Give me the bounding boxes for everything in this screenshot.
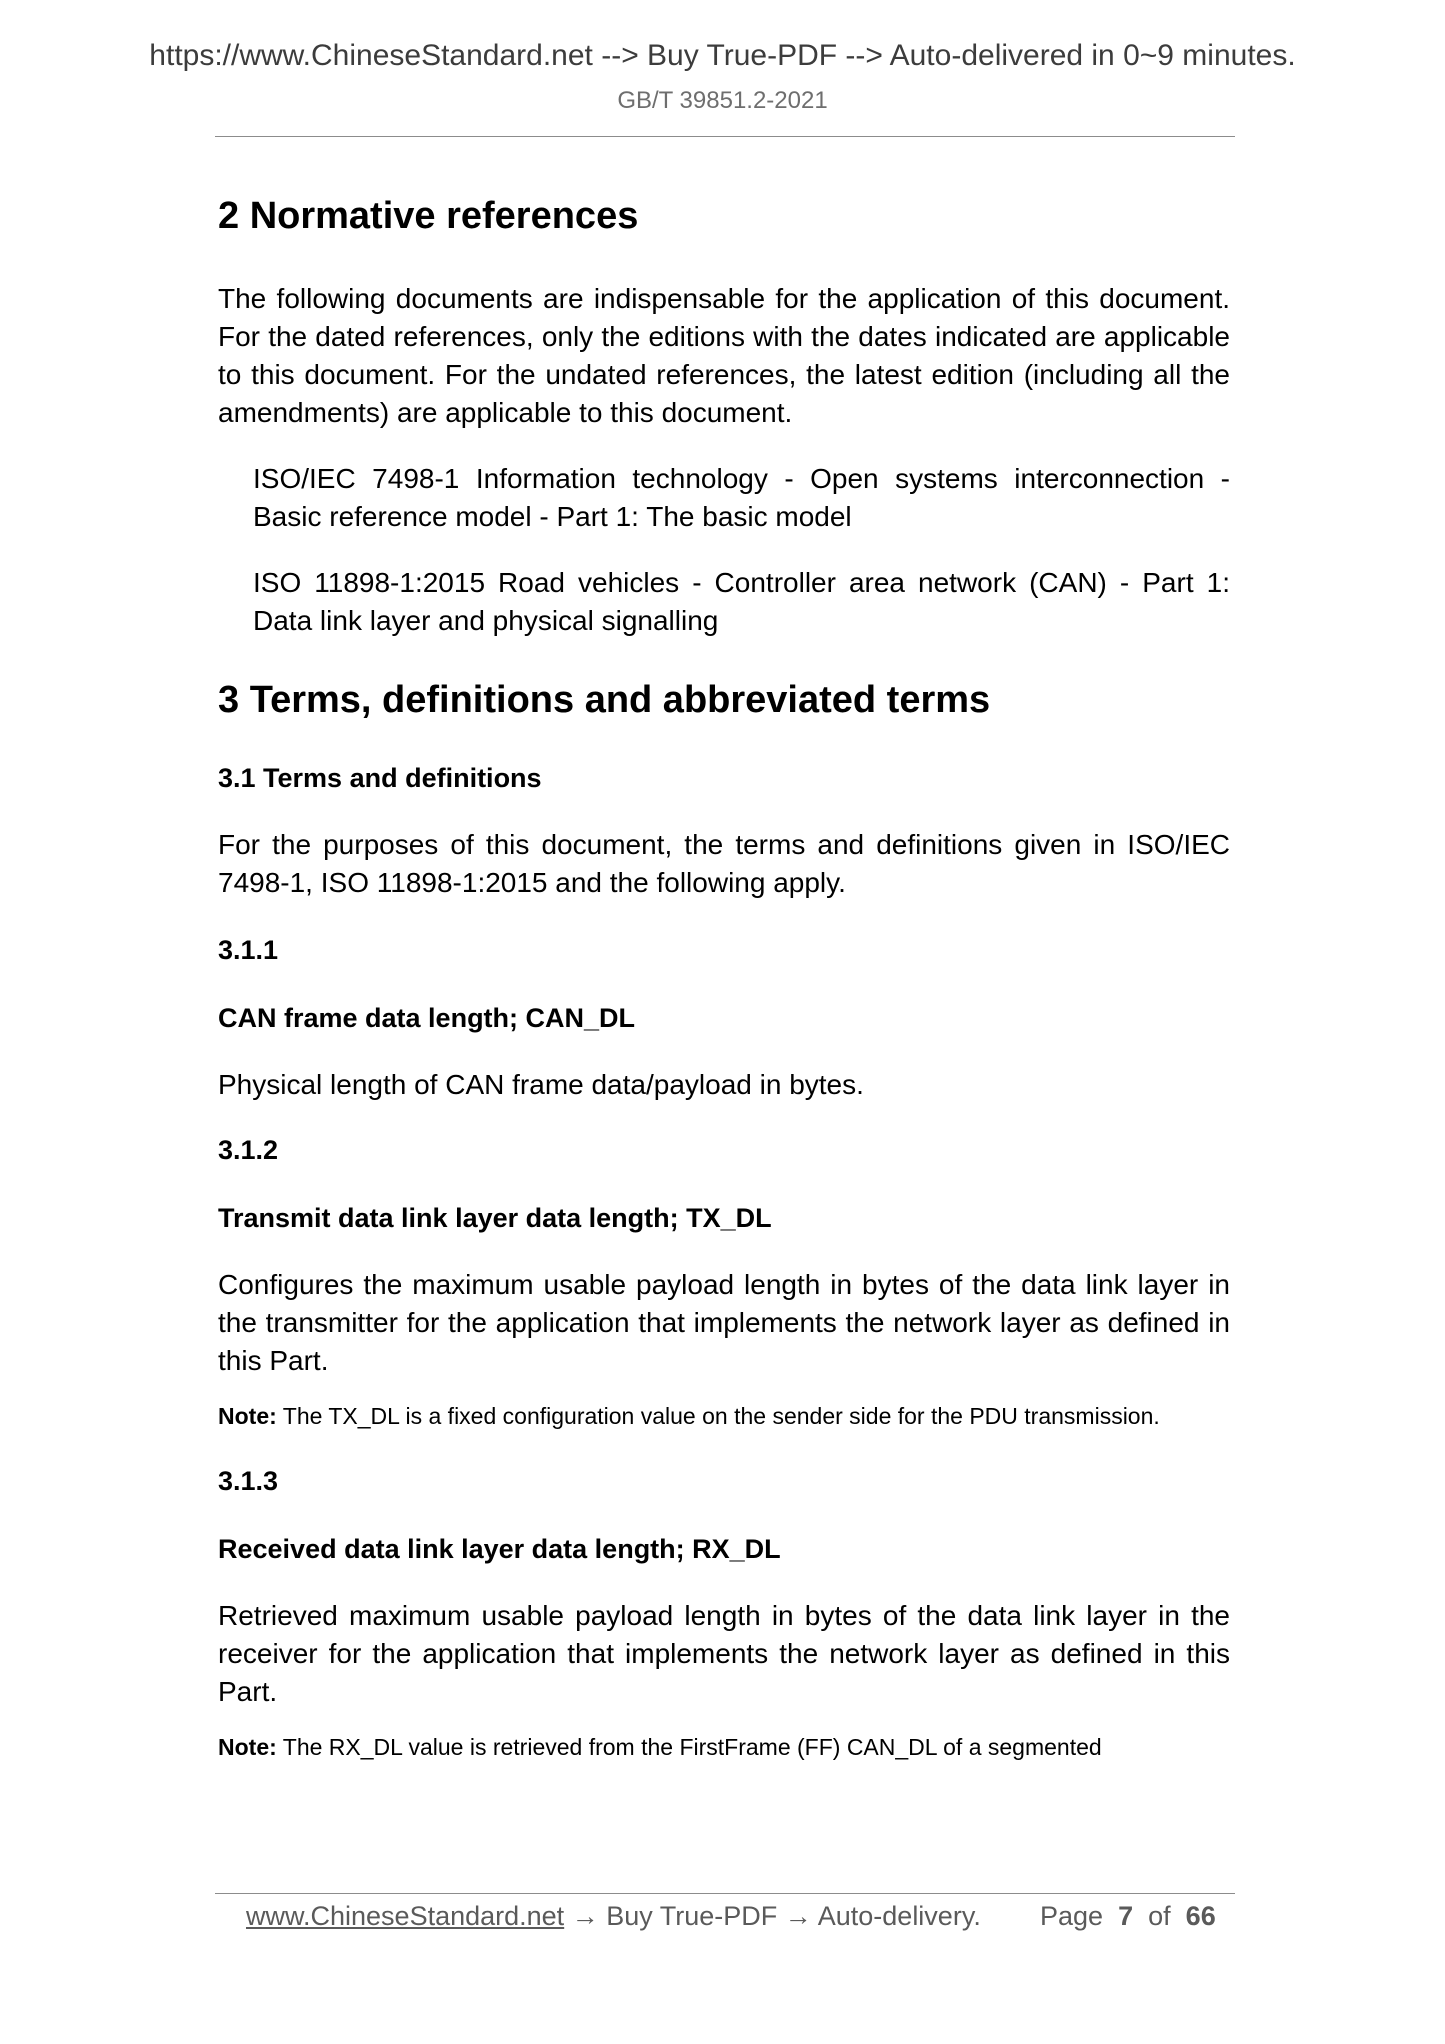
reference-item: ISO 11898-1:2015 Road vehicles - Controller area network (CAN) - Part 1: Data link layer and physical signalling xyxy=(253,567,1230,636)
note-text: The TX_DL is a fixed configuration value on the sender side for the PDU transmission. xyxy=(282,1403,1160,1429)
page-label: Page xyxy=(1040,1901,1104,1931)
subsection-3-1-intro: For the purposes of this document, the terms and definitions given in ISO/IEC 7498-1, ISO 11898-1:2015 and the following apply. xyxy=(218,829,1230,898)
section-2-heading: 2 Normative references xyxy=(218,195,639,237)
footer-promo-text: → Buy True-PDF → Auto-delivery. xyxy=(564,1901,981,1931)
footer-promo xyxy=(246,1896,981,1936)
footer-divider xyxy=(215,1893,1235,1894)
term-definition: Retrieved maximum usable payload length in bytes of the data link layer in the receiver for the application that implements the network layer as defined in this Part. xyxy=(218,1600,1230,1707)
page-content xyxy=(218,192,1230,1766)
section-3-heading: 3 Terms, definitions and abbreviated terms xyxy=(218,679,991,721)
term-number: 3.1.2 xyxy=(218,1135,279,1165)
term-name: Transmit data link layer data length; TX_DL xyxy=(218,1203,772,1233)
reference-item: ISO/IEC 7498-1 Information technology - Open systems interconnection - Basic reference model - Part 1: The basic model xyxy=(253,463,1230,532)
page-indicator xyxy=(1040,1896,1216,1936)
term-name: Received data link layer data length; RX_DL xyxy=(218,1534,781,1564)
footer-link[interactable]: www.ChineseStandard.net xyxy=(246,1901,565,1931)
page-total: 66 xyxy=(1185,1901,1216,1931)
page-number: 7 xyxy=(1118,1901,1134,1931)
note-label: Note: xyxy=(218,1734,277,1760)
subsection-3-1-heading: 3.1 Terms and definitions xyxy=(218,763,542,793)
note-text: The RX_DL value is retrieved from the FirstFrame (FF) CAN_DL of a segmented xyxy=(282,1734,1102,1760)
standard-code: GB/T 39851.2-2021 xyxy=(617,87,828,114)
term-number: 3.1.3 xyxy=(218,1466,279,1496)
term-name: CAN frame data length; CAN_DL xyxy=(218,1003,636,1033)
note-label: Note: xyxy=(218,1403,277,1429)
term-definition: Configures the maximum usable payload length in bytes of the data link layer in the transmitter for the application that implements the network layer as defined in this Part. xyxy=(218,1269,1230,1376)
term-note xyxy=(218,1398,1230,1435)
of-label: of xyxy=(1148,1901,1171,1931)
header-divider xyxy=(215,136,1235,137)
page-footer xyxy=(0,1896,1445,1936)
source-banner: https://www.ChineseStandard.net --> Buy True-PDF --> Auto-delivered in 0~9 minutes. xyxy=(149,39,1296,72)
section-2-intro: The following documents are indispensable for the application of this document. For the dated references, only the editions with the dates indicated are applicable to this document. For the undated references, the latest edition (including all the amendments) are applicable to this document. xyxy=(218,283,1230,428)
term-definition: Physical length of CAN frame data/payload in bytes. xyxy=(218,1069,864,1100)
term-number: 3.1.1 xyxy=(218,935,279,965)
term-note xyxy=(218,1729,1230,1766)
